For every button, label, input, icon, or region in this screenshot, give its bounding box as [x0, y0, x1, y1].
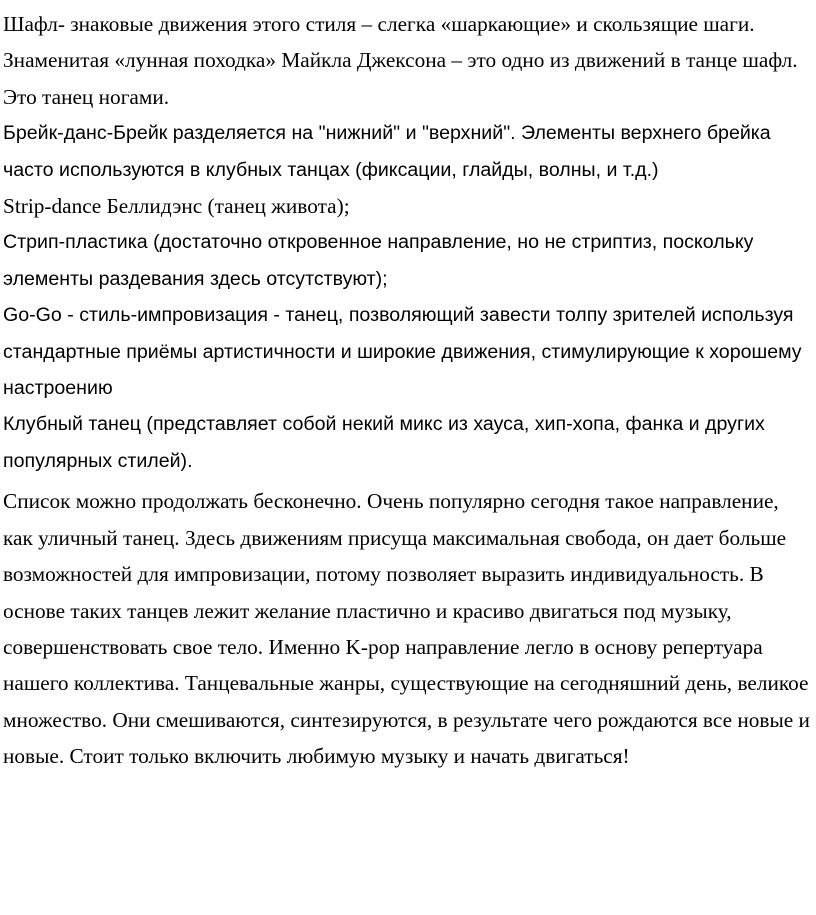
- paragraph-shuffle: Шафл- знаковые движения этого стиля – слегка «шаркающие» и скользящие шаги. Знаменитая «лунная походка» Майкла Джексона – это одно из движений в танце шафл. Это танец ногами.: [3, 12, 798, 109]
- paragraph-breakdance: Брейк-данс-Брейк разделяется на "нижний" и "верхний". Элементы верхнего брейка часто используются в клубных танцах (фиксации, глайды, волны, и т.д.): [3, 122, 771, 181]
- paragraph-conclusion: Список можно продолжать бесконечно. Очень популярно сегодня такое направление, как уличный танец. Здесь движениям присуща максимальная свобода, он дает больше возможностей для импровизации, потому позволяет выразить индивидуальность. В основе таких танцев лежит желание пластично и красиво двигаться под музыку, совершенствовать свое тело. Именно K-pop направление легло в основу репертуара нашего коллектива. Танцевальные жанры, существующие на сегодняшний день, великое множество. Они смешиваются, синтезируются, в результате чего рождаются все новые и новые. Стоит только включить любимую музыку и начать двигаться!: [3, 489, 810, 769]
- paragraph-strip-plastic: Стрип-пластика (достаточно откровенное направление, но не стриптиз, поскольку элементы раздевания здесь отсутствуют);: [3, 231, 754, 290]
- paragraph-club-dance: Клубный танец (представляет собой некий микс из хауса, хип-хопа, фанка и других популярных стилей).: [3, 413, 765, 472]
- paragraph-go-go: Go-Go - стиль-импровизация - танец, позволяющий завести толпу зрителей используя стандартные приёмы артистичности и широкие движения, стимулирующие к хорошему настроению: [3, 304, 802, 400]
- paragraph-strip-dance: Strip-dance Беллидэнс (танец живота);: [3, 194, 350, 219]
